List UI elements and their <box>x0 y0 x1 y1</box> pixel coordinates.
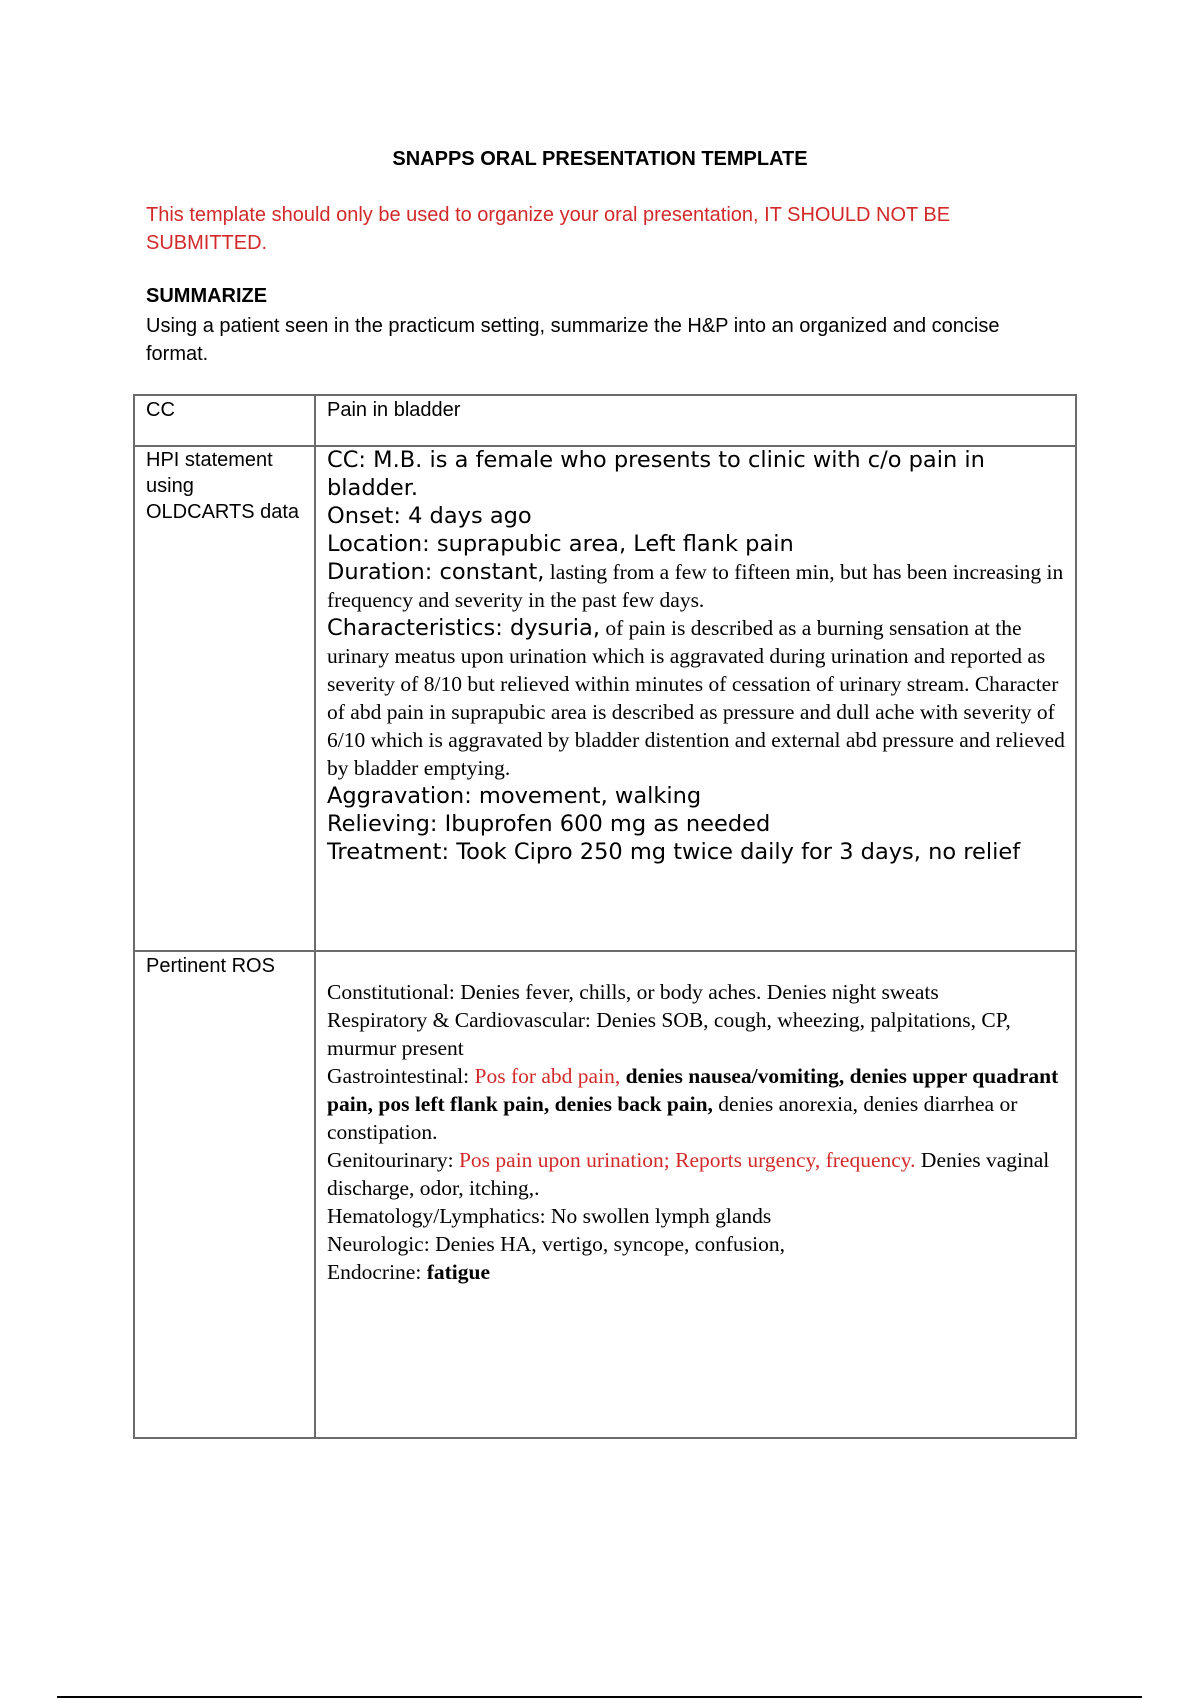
ros-gi-positive: Pos for abd pain, <box>474 1064 621 1088</box>
ros-endocrine <box>327 1258 1072 1286</box>
ros-gu-rest: Denies vaginal discharge, odor, itching,. <box>327 1148 1050 1200</box>
hpi-content <box>327 446 1072 866</box>
table-column-divider <box>314 394 316 1439</box>
ros-endo-prefix: Endocrine: <box>327 1260 427 1284</box>
hpi-characteristics-prefix: Characteristics: dysuria, <box>327 615 600 641</box>
ros-gi-rest: denies anorexia, denies diarrhea or constipation. <box>327 1092 1018 1144</box>
hpi-characteristics-detail: of pain is described as a burning sensation at the urinary meatus upon urination which is aggravated during urination and reported as severity of 8/10 but relieved within minutes of cessation of urinary stream. Character of abd pain in suprapubic area is described as pressure and dull ache with severity of 6/10 which is aggravated by bladder distention and external abd pressure and relieved by bladder emptying. <box>327 616 1065 780</box>
ros-endo-bold: fatigue <box>426 1260 490 1284</box>
hpi-aggravation: Aggravation: movement, walking <box>327 783 702 809</box>
cc-label: CC <box>146 399 175 421</box>
ros-hematology: Hematology/Lymphatics: No swollen lymph glands <box>327 1204 772 1228</box>
ros-label: Pertinent ROS <box>146 955 275 977</box>
ros-genitourinary <box>327 1146 1072 1202</box>
hpi-onset: Onset: 4 days ago <box>327 503 532 529</box>
hpi-cc-line: CC: M.B. is a female who presents to clinic with c/o pain in bladder. <box>327 447 985 501</box>
summarize-instructions: Using a patient seen in the practicum setting, summarize the H&P into an organized and concise format. <box>146 315 1000 365</box>
table-border-top <box>133 394 1077 396</box>
ros-gu-positive: Pos pain upon urination; Reports urgency, frequency. <box>458 1148 916 1172</box>
table-border-bottom <box>133 1437 1077 1439</box>
hpi-characteristics <box>327 614 1072 782</box>
table-border-right <box>1075 394 1077 1439</box>
ros-gu-prefix: Genitourinary: <box>327 1148 459 1172</box>
hpi-location: Location: suprapubic area, Left flank pain <box>327 531 794 557</box>
page-footer-rule <box>57 1696 1142 1698</box>
warning-notice: This template should only be used to organize your oral presentation, IT SHOULD NOT BE SUBMITTED. <box>146 204 951 254</box>
ros-gi-bold: denies nausea/vomiting, denies upper quadrant pain, pos left flank pain, denies back pain, <box>327 1064 1059 1116</box>
table-border-left <box>133 394 135 1439</box>
ros-respiratory: Respiratory & Cardiovascular: Denies SOB, cough, wheezing, palpitations, CP, murmur present <box>327 1008 1011 1060</box>
hpi-duration <box>327 558 1072 614</box>
hpi-duration-prefix: Duration: constant, <box>327 559 545 585</box>
ros-gastrointestinal <box>327 1062 1072 1146</box>
ros-gi-prefix: Gastrointestinal: <box>327 1064 475 1088</box>
hpi-duration-detail: lasting from a few to fifteen min, but has been increasing in frequency and severity in the past few days. <box>327 560 1064 612</box>
ros-constitutional: Constitutional: Denies fever, chills, or body aches. Denies night sweats <box>327 980 939 1004</box>
cc-value: Pain in bladder <box>327 399 461 421</box>
hpi-relieving: Relieving: Ibuprofen 600 mg as needed <box>327 811 771 837</box>
page-title: SNAPPS ORAL PRESENTATION TEMPLATE <box>392 148 808 170</box>
ros-content <box>327 978 1072 1286</box>
ros-neurologic: Neurologic: Denies HA, vertigo, syncope, confusion, <box>327 1232 785 1256</box>
hpi-label: HPI statement using OLDCARTS data <box>146 449 300 523</box>
summarize-heading: SUMMARIZE <box>146 285 268 307</box>
hpi-treatment: Treatment: Took Cipro 250 mg twice daily for 3 days, no relief <box>327 839 1021 865</box>
table-border-row2 <box>133 950 1077 952</box>
